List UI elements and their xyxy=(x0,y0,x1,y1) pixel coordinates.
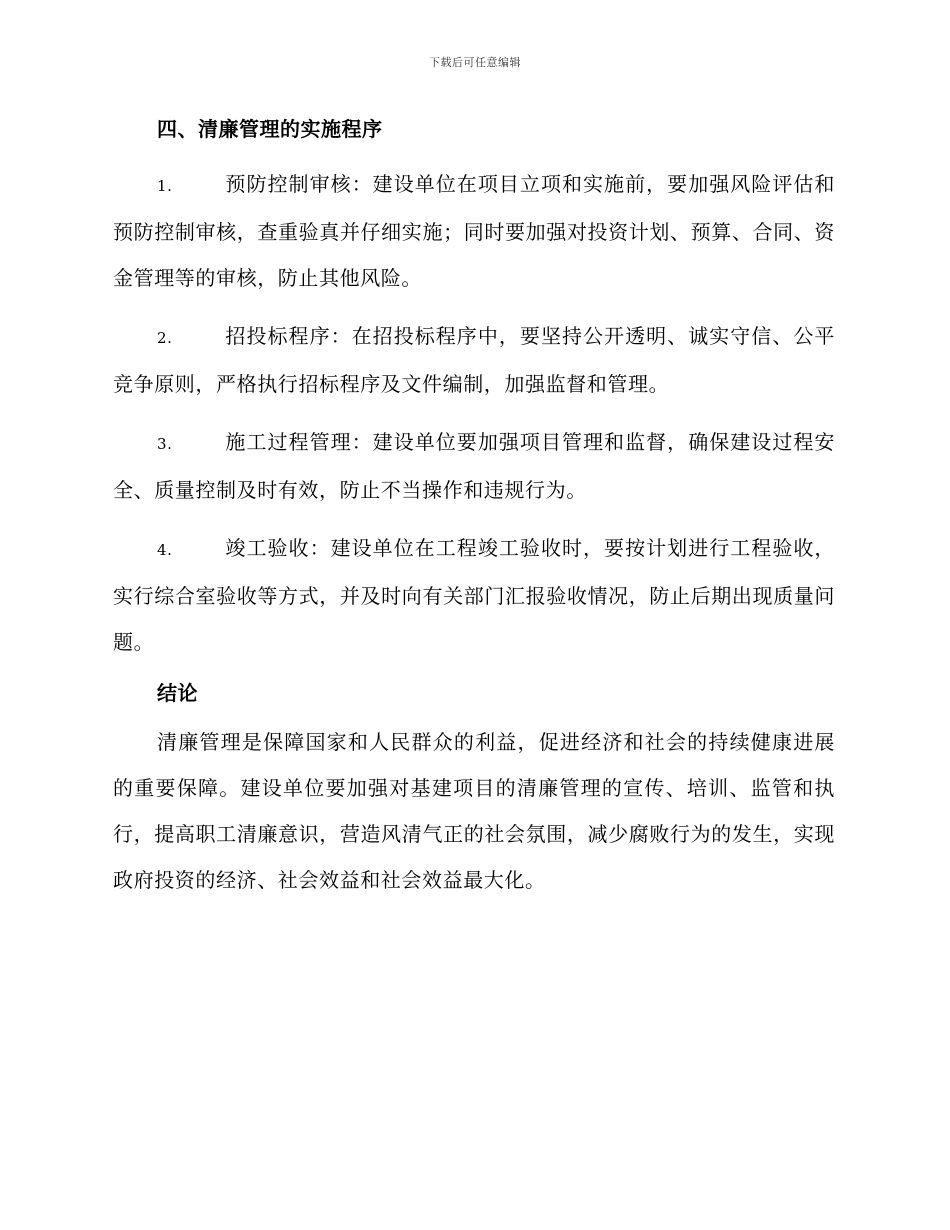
conclusion-heading: 结论 xyxy=(157,681,198,705)
conclusion-paragraph: 清廉管理是保障国家和人民群众的利益，促进经济和社会的持续健康进展的重要保障。建设单位要加强对基建项目的清廉管理的宣传、培训、监管和执行，提高职工清廉意识，营造风清气正的社会氛围，减少腐败行为的发生，实现政府投资的经济、社会效益和社会效益最大化。 xyxy=(113,730,835,892)
list-item xyxy=(113,419,835,513)
list-item xyxy=(113,161,835,301)
header-note: 下载后可任意编辑 xyxy=(429,56,521,69)
list-item-text: 预防控制审核：建设单位在项目立项和实施前，要加强风险评估和预防控制审核，查重验真并仔细实施；同时要加强对投资计划、预算、合同、资金管理等的审核，防止其他风险。 xyxy=(113,172,835,290)
list-item-number: 2. xyxy=(157,329,173,347)
list-item-number: 1. xyxy=(157,177,173,195)
section-heading: 四、清廉管理的实施程序 xyxy=(157,117,383,141)
list-item xyxy=(113,525,835,665)
list-item xyxy=(113,313,835,407)
list-item-number: 3. xyxy=(157,435,173,453)
list-item-number: 4. xyxy=(157,541,173,559)
document-body xyxy=(113,113,835,915)
list-item-text: 招投标程序：在招投标程序中，要坚持公开透明、诚实守信、公平竞争原则，严格执行招标程序及文件编制，加强监督和管理。 xyxy=(113,324,835,396)
list-item-text: 竣工验收：建设单位在工程竣工验收时，要按计划进行工程验收，实行综合室验收等方式，并及时向有关部门汇报验收情况，防止后期出现质量问题。 xyxy=(113,536,835,654)
list-item-text: 施工过程管理：建设单位要加强项目管理和监督，确保建设过程安全、质量控制及时有效，防止不当操作和违规行为。 xyxy=(113,430,835,502)
